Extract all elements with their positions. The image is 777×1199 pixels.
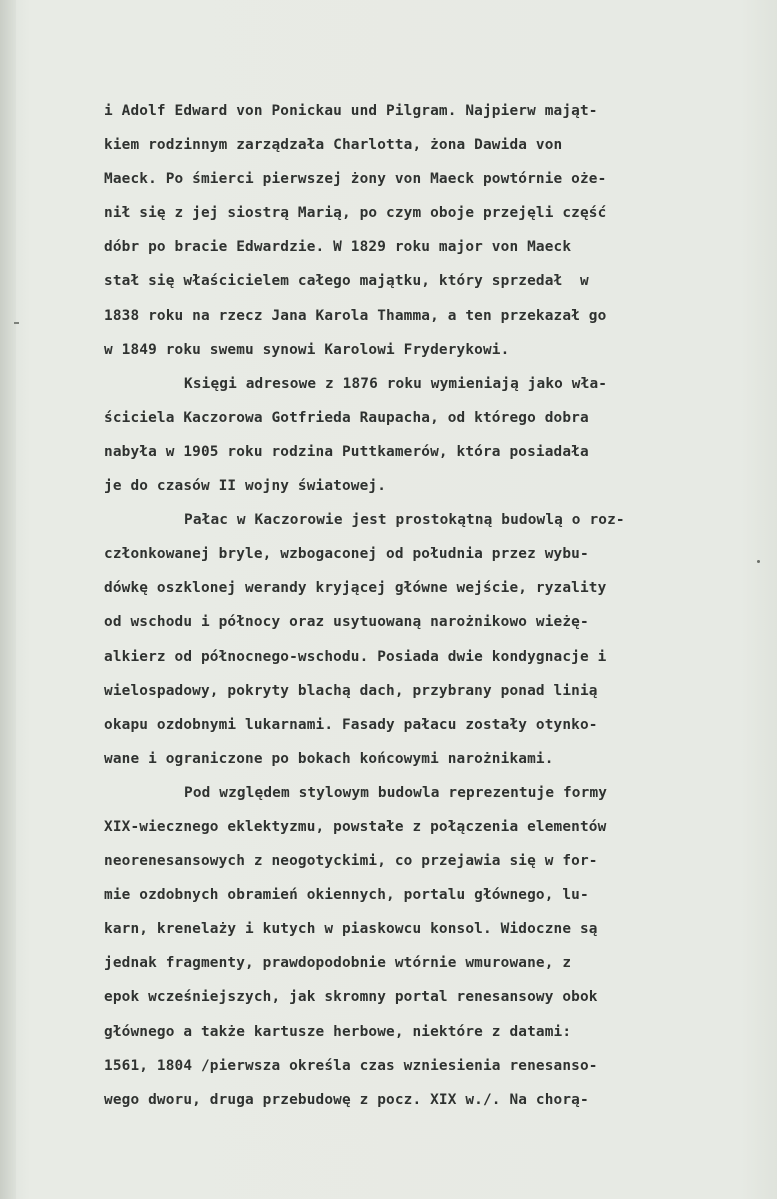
margin-mark: [14, 322, 19, 324]
text-line: i Adolf Edward von Ponickau und Pilgram. Najpierw mająt-: [104, 103, 598, 119]
text-line: dóbr po bracie Edwardzie. W 1829 roku major von Maeck: [104, 239, 572, 256]
margin-dot: [757, 560, 760, 563]
text-line: kiem rodzinnym zarządzała Charlotta, żona Dawida von: [104, 137, 563, 154]
text-line: od wschodu i północy oraz usytuowaną narożnikowo wieżę-: [104, 614, 589, 631]
text-line: mie ozdobnych obramień okiennych, portalu głównego, lu-: [104, 887, 589, 904]
text-line: jednak fragmenty, prawdopodobnie wtórnie wmurowane, z: [104, 955, 572, 972]
text-line: stał się właścicielem całego majątku, który sprzedał w: [104, 273, 589, 290]
text-line: ściciela Kaczorowa Gotfrieda Raupacha, od którego dobra: [104, 409, 589, 426]
page-edge-shadow: [0, 0, 16, 1199]
text-line: członkowanej bryle, wzbogaconej od południa przez wybu-: [104, 546, 589, 563]
text-line: wielospadowy, pokryty blachą dach, przybrany ponad linią: [104, 682, 598, 699]
text-line: karn, krenelaży i kutych w piaskowcu konsol. Widoczne są: [104, 921, 598, 938]
text-line: nił się z jej siostrą Marią, po czym oboje przejęli część: [104, 205, 607, 222]
paragraph-start-line: Pałac w Kaczorowie jest prostokątną budowlą o roz-: [184, 512, 625, 529]
text-line: je do czasów II wojny światowej.: [104, 478, 387, 495]
text-line: epok wcześniejszych, jak skromny portal renesansowy obok: [104, 989, 598, 1006]
text-line: wego dworu, druga przebudowę z pocz. XIX w./. Na chorą-: [104, 1091, 589, 1108]
text-line: dówkę oszklonej werandy kryjącej główne wejście, ryzality: [104, 580, 607, 597]
text-line: neorenesansowych z neogotyckimi, co przejawia się w for-: [104, 853, 598, 870]
text-line: okapu ozdobnymi lukarnami. Fasady pałacu zostały otynko-: [104, 716, 598, 733]
text-line: XIX-wiecznego eklektyzmu, powstałe z połączenia elementów: [104, 818, 607, 835]
paragraph-start-line: Pod względem stylowym budowla reprezentuje formy: [184, 784, 608, 801]
text-line: Maeck. Po śmierci pierwszej żony von Maeck powtórnie oże-: [104, 171, 607, 188]
text-line: 1838 roku na rzecz Jana Karola Thamma, a ten przekazał go: [104, 307, 607, 324]
text-line: wane i ograniczone po bokach końcowymi narożnikami.: [104, 750, 554, 767]
text-line: alkierz od północnego-wschodu. Posiada dwie kondygnacje i: [104, 648, 607, 665]
text-line: w 1849 roku swemu synowi Karolowi Fryderykowi.: [104, 341, 510, 358]
text-line: 1561, 1804 /pierwsza określa czas wzniesienia renesanso-: [104, 1057, 598, 1074]
paragraph-start-line: Księgi adresowe z 1876 roku wymieniają jako wła-: [184, 375, 608, 392]
body-text: [104, 94, 744, 1117]
text-line: nabyła w 1905 roku rodzina Puttkamerów, która posiadała: [104, 443, 589, 460]
text-line: głównego a także kartusze herbowe, niektóre z datami:: [104, 1023, 572, 1040]
